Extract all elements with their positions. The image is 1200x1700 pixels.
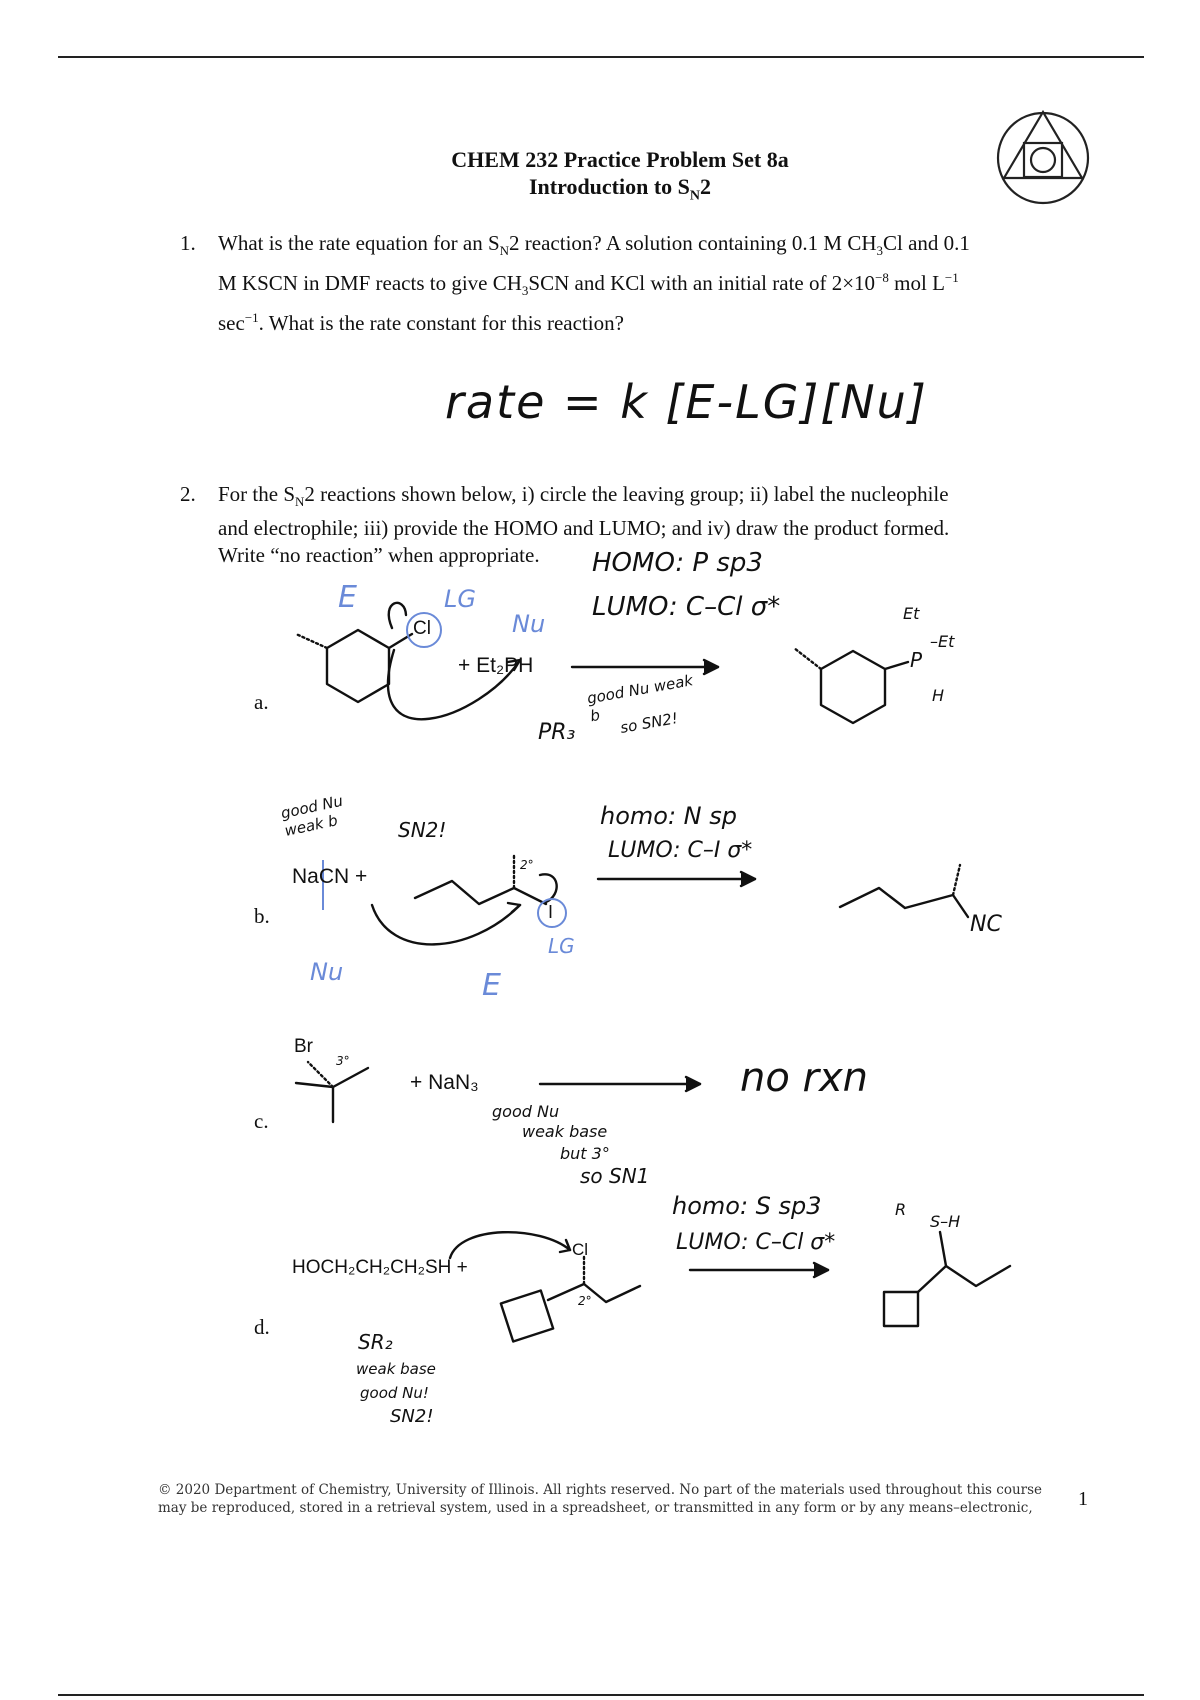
part-a-so: so SN2! bbox=[618, 709, 680, 737]
part-d-note-1: SR₂ bbox=[358, 1330, 393, 1354]
product-b-nc: NC bbox=[970, 912, 1002, 937]
part-d-homo: homo: S sp3 bbox=[672, 1192, 822, 1220]
bottom-rule bbox=[58, 1694, 1144, 1696]
part-b-E-label: E bbox=[482, 968, 501, 1003]
rate-equation-answer: rate = k [E-LG][Nu] bbox=[445, 375, 928, 429]
page-number: 1 bbox=[1078, 1488, 1088, 1510]
reactant-d-cyclobutane bbox=[501, 1290, 553, 1341]
question-2-line-3: Write “no reaction” when appropriate. bbox=[218, 543, 540, 568]
product-a-p: P bbox=[910, 648, 923, 672]
reactant-a-ring bbox=[327, 630, 389, 702]
part-b-sn2: SN2! bbox=[398, 818, 447, 842]
part-c-reagent: + NaN₃ bbox=[410, 1071, 479, 1094]
copyright-footer: © 2020 Department of Chemistry, University of Illinois. All rights reserved. No part of the materials used throughout this course may be reproduced, stored in a retrieval system, used in a spreadsheet, or transmitted in any form or by any means–electronic, bbox=[158, 1482, 1043, 1516]
part-b-note: good Nu weak b bbox=[279, 791, 345, 840]
part-b-label: b. bbox=[254, 904, 270, 928]
question-2-line-2: and electrophile; iii) provide the HOMO and LUMO; and iv) draw the product formed. bbox=[218, 516, 950, 541]
part-d-note-3: good Nu! bbox=[360, 1384, 429, 1402]
part-a-note: good Nu weak b bbox=[585, 671, 695, 726]
part-c-note-1: good Nu bbox=[492, 1102, 560, 1121]
part-b-reagent: NaCN + bbox=[292, 865, 368, 888]
part-b-Nu-label: Nu bbox=[310, 958, 344, 986]
top-rule bbox=[58, 56, 1144, 58]
part-b-degree: 2° bbox=[520, 858, 534, 872]
product-a-et1: Et bbox=[903, 604, 920, 623]
product-d-sh: S–H bbox=[930, 1212, 961, 1231]
part-c-degree: 3° bbox=[336, 1054, 350, 1068]
product-d-r: R bbox=[895, 1200, 907, 1219]
part-a-lumo: LUMO: C–Cl σ* bbox=[592, 592, 781, 622]
part-a-cl: Cl bbox=[413, 618, 431, 639]
part-d-degree: 2° bbox=[578, 1294, 592, 1308]
part-c-answer: no rxn bbox=[740, 1055, 869, 1101]
product-a-ring bbox=[821, 651, 885, 723]
part-d-note-2: weak base bbox=[356, 1360, 436, 1378]
product-b-chain bbox=[840, 888, 953, 908]
question-1-line-2: M KSCN in DMF reacts to give $CH_3SCN$ and KCl with an initial rate of $2\times 10^{-8}$ mol $L^{-1}$ bbox=[218, 270, 959, 299]
part-a-homo: HOMO: P sp3 bbox=[592, 548, 763, 578]
part-a-E-label: E bbox=[338, 580, 357, 615]
question-number: 1. bbox=[180, 231, 196, 255]
part-a-reagent: + Et₂PH bbox=[458, 654, 534, 677]
part-c-label: c. bbox=[254, 1109, 269, 1133]
part-b-LG-label: LG bbox=[548, 934, 575, 958]
part-d-cl: Cl bbox=[572, 1240, 589, 1259]
part-b-lumo: LUMO: C–I σ* bbox=[608, 838, 753, 863]
reactant-b-chain bbox=[415, 881, 514, 904]
page-subtitle: Introduction to $S_N2$ bbox=[528, 174, 712, 204]
question-1-line-1: What is the rate equation for an $S_N2$ reaction? A solution containing 0.1 M $CH_3Cl$ and 0.1 bbox=[218, 231, 970, 259]
product-d-cyclobutane bbox=[884, 1292, 918, 1326]
part-b-iodide: I bbox=[548, 902, 554, 922]
part-c-note-4: so SN1 bbox=[580, 1164, 650, 1188]
product-a-h: H bbox=[932, 686, 945, 705]
part-b-homo: homo: N sp bbox=[600, 802, 737, 830]
page-title: CHEM 232 Practice Problem Set 8a bbox=[451, 147, 789, 172]
part-c-note-2: weak base bbox=[522, 1122, 608, 1141]
part-d-lumo: LUMO: C–Cl σ* bbox=[676, 1230, 836, 1255]
part-d-reagent: HOCH₂CH₂CH₂SH + bbox=[292, 1257, 468, 1278]
question-number: 2. bbox=[180, 482, 196, 506]
part-a-Nu-label: Nu bbox=[512, 610, 546, 638]
product-a-et2: –Et bbox=[930, 632, 955, 651]
part-a-pr3: PR₃ bbox=[538, 720, 576, 745]
part-d-note-4: SN2! bbox=[390, 1406, 434, 1427]
question-1-line-3: $\sec^{-1}$. What is the rate constant for this reaction? bbox=[218, 310, 624, 336]
part-c-note-3: but 3° bbox=[560, 1144, 610, 1163]
part-d-label: d. bbox=[254, 1315, 270, 1339]
part-a-label: a. bbox=[254, 690, 269, 714]
part-a-LG-label: LG bbox=[444, 585, 476, 613]
part-c-br: Br bbox=[294, 1036, 313, 1057]
question-2-line-1: For the $S_N2$ reactions shown below, i) circle the leaving group; ii) label the nucleophile bbox=[218, 482, 949, 510]
